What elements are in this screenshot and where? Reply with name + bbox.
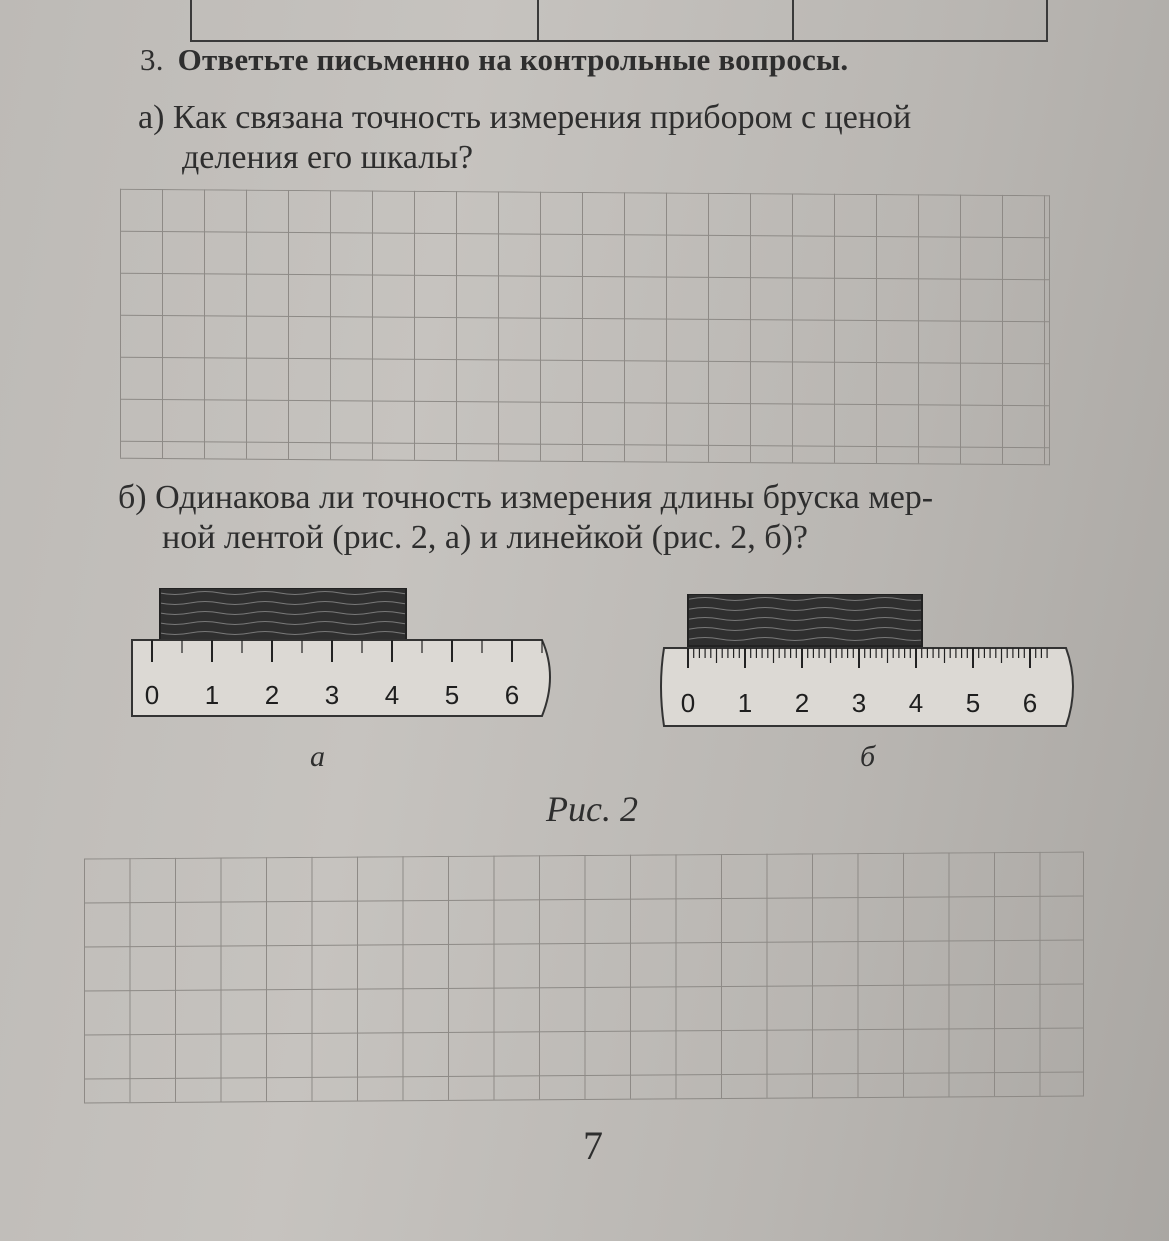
- scale-label: 0: [680, 688, 696, 718]
- question-b-line2: ной лентой (рис. 2, а) и линейкой (рис. 2, б)?: [162, 519, 808, 556]
- task-heading: [140, 42, 848, 78]
- page-number: 7: [583, 1123, 603, 1168]
- scale-label: 3: [324, 680, 340, 710]
- figure-a-drawing: [130, 588, 560, 728]
- scale-label: 6: [1022, 688, 1038, 718]
- wood-block-icon: [688, 594, 922, 646]
- answer-grid-a[interactable]: [120, 189, 1050, 465]
- figure-a-measuring-tape: [130, 588, 560, 773]
- question-b-line1: Одинакова ли точность измерения длины бруска мер-: [155, 479, 934, 516]
- scale-label: 5: [965, 688, 981, 718]
- scale-label: 5: [444, 680, 460, 710]
- previous-table-bottom: [190, 0, 1048, 42]
- figure-caption: Рис. 2: [546, 789, 638, 829]
- question-a: [138, 98, 1068, 178]
- question-a-line1: Как связана точность измерения прибором с ценой: [172, 99, 912, 136]
- figure-a-letter: а: [310, 740, 325, 773]
- table-divider: [537, 0, 539, 42]
- scale-label: 2: [264, 680, 280, 710]
- scale-label: 1: [204, 680, 220, 710]
- question-b-marker: б): [118, 479, 147, 516]
- scale-label: 2: [794, 688, 810, 718]
- tape-body: [132, 640, 550, 716]
- figure-b-ruler: [660, 594, 1080, 773]
- table-divider: [792, 0, 794, 42]
- ruler-body: [661, 648, 1073, 726]
- question-a-marker: а): [138, 99, 165, 136]
- scale-label: 0: [144, 680, 160, 710]
- question-b: [118, 478, 1078, 558]
- answer-grid-b[interactable]: [84, 852, 1084, 1104]
- figure-b-drawing: [660, 594, 1080, 734]
- scale-label: 4: [908, 688, 924, 718]
- scale-label: 4: [384, 680, 400, 710]
- scale-label: 6: [504, 680, 520, 710]
- wood-block-icon: [160, 588, 406, 640]
- question-a-line2: деления его шкалы?: [182, 139, 474, 176]
- task-number: 3.: [140, 42, 164, 77]
- figure-b-letter: б: [860, 740, 876, 773]
- task-title: Ответьте письменно на контрольные вопросы.: [177, 42, 849, 77]
- scale-label: 3: [851, 688, 867, 718]
- scale-label: 1: [737, 688, 753, 718]
